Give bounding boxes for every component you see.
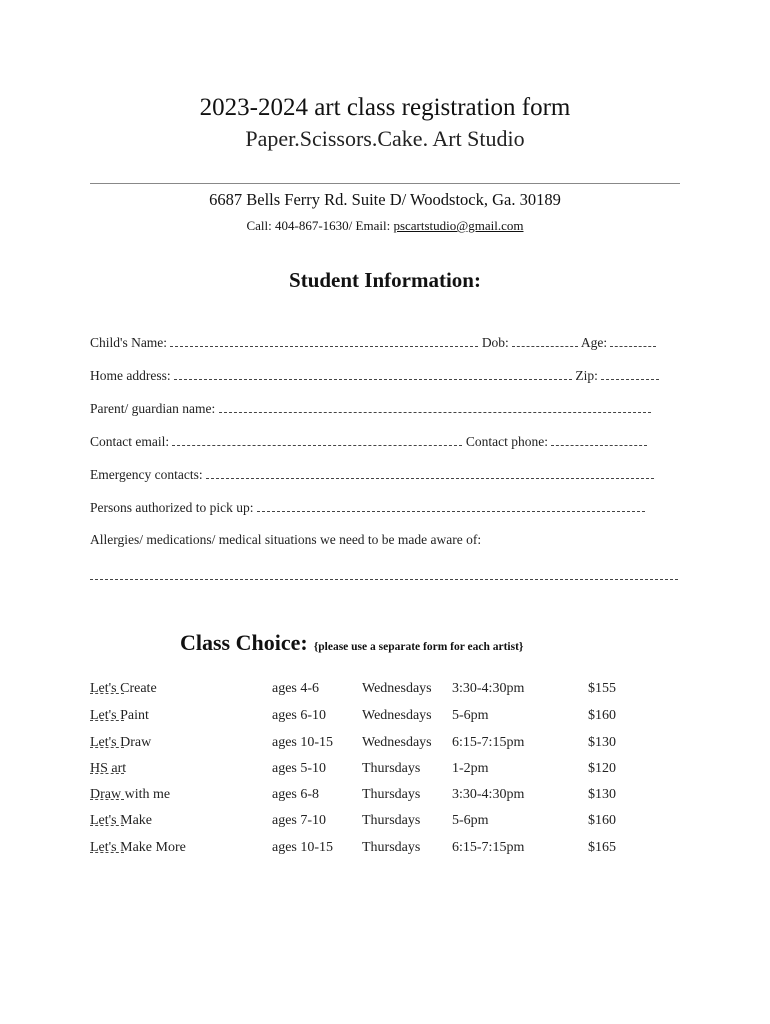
class-ages: ages 5-10: [272, 761, 327, 776]
class-price: $130: [588, 735, 616, 750]
childs-name-row: [90, 334, 675, 351]
studio-address: 6687 Bells Ferry Rd. Suite D/ Woodstock, Ga. 30189: [209, 190, 561, 209]
class-ages: ages 10-15: [272, 735, 334, 750]
class-name: [90, 787, 170, 803]
class-name: [90, 681, 157, 697]
class-time: 5-6pm: [452, 708, 489, 723]
class-time: 3:30-4:30pm: [452, 681, 525, 696]
class-name: [90, 813, 152, 829]
childs-name-label: Child's Name:: [90, 335, 168, 350]
class-name: [90, 840, 186, 856]
class-ages: ages 7-10: [272, 813, 327, 828]
student-info-heading: Student Information:: [289, 268, 481, 292]
class-select-blank[interactable]: [90, 840, 124, 853]
pickup-label: Persons authorized to pick up:: [90, 500, 254, 515]
class-row: [90, 761, 650, 785]
class-day: Thursdays: [362, 787, 421, 802]
class-name: [90, 735, 151, 751]
class-price: $155: [588, 681, 616, 696]
form-title: 2023-2024 art class registration form: [199, 94, 571, 121]
class-ages: ages 6-10: [272, 708, 327, 723]
class-select-blank[interactable]: [90, 761, 127, 776]
contact-email-label: Contact email:: [90, 434, 170, 449]
allergies-label: Allergies/ medications/ medical situations we need to be made aware of:: [90, 532, 482, 547]
class-price: $160: [588, 813, 616, 828]
studio-contact: [0, 218, 770, 234]
class-day: Wednesdays: [362, 735, 432, 750]
zip-label: Zip:: [575, 368, 598, 383]
class-price: $130: [588, 787, 616, 802]
dob-field[interactable]: [512, 334, 578, 347]
age-label: Age:: [580, 335, 608, 350]
class-row: [90, 708, 650, 732]
class-day: Thursdays: [362, 761, 421, 776]
class-time: 6:15-7:15pm: [452, 840, 525, 855]
dob-label: Dob:: [481, 335, 509, 350]
class-ages: ages 10-15: [272, 840, 334, 855]
class-price: $120: [588, 761, 616, 776]
email-link[interactable]: pscartstudio@gmail.com: [393, 218, 524, 233]
class-price: $160: [588, 708, 616, 723]
class-select-blank[interactable]: [90, 681, 124, 694]
class-choice-title: Class Choice:: [180, 630, 308, 655]
class-name: [90, 761, 126, 777]
emergency-label: Emergency contacts:: [90, 467, 203, 482]
parent-row: [90, 400, 675, 417]
parent-field[interactable]: [219, 400, 651, 413]
contact-email-field[interactable]: [172, 433, 462, 446]
home-address-row: [90, 367, 675, 384]
allergies-field[interactable]: [90, 567, 678, 580]
class-day: Wednesdays: [362, 681, 432, 696]
class-name-text: HS art: [90, 761, 127, 776]
pickup-row: [90, 499, 675, 516]
class-row: [90, 735, 650, 759]
class-time: 3:30-4:30pm: [452, 787, 525, 802]
class-ages: ages 4-6: [272, 681, 320, 696]
class-row: [90, 840, 650, 864]
class-name-text: Let's Make More: [90, 840, 186, 855]
zip-field[interactable]: [601, 367, 659, 380]
class-select-blank[interactable]: [90, 735, 124, 748]
class-price: $165: [588, 840, 616, 855]
class-day: Thursdays: [362, 840, 421, 855]
class-choice-note: {please use a separate form for each artist}: [313, 641, 524, 653]
class-time: 1-2pm: [452, 761, 489, 776]
contact-phone-field[interactable]: [551, 433, 647, 446]
class-choice-heading: [180, 630, 523, 656]
pickup-field[interactable]: [257, 499, 645, 512]
class-time: 5-6pm: [452, 813, 489, 828]
class-select-blank[interactable]: [90, 813, 124, 826]
header-divider: [90, 183, 680, 184]
parent-label: Parent/ guardian name:: [90, 401, 216, 416]
class-day: Wednesdays: [362, 708, 432, 723]
class-select-blank[interactable]: [90, 787, 124, 800]
class-row: [90, 813, 650, 837]
class-time: 6:15-7:15pm: [452, 735, 525, 750]
class-select-blank[interactable]: [90, 708, 124, 721]
childs-name-field[interactable]: [170, 334, 478, 347]
emergency-field[interactable]: [206, 466, 654, 479]
class-row: [90, 681, 650, 705]
class-ages: ages 6-8: [272, 787, 320, 802]
home-address-label: Home address:: [90, 368, 171, 383]
age-field[interactable]: [610, 334, 656, 347]
contact-row: [90, 433, 675, 450]
class-name-text: Let's Create: [90, 681, 157, 696]
class-name-text: Let's Draw: [90, 735, 152, 750]
emergency-row: [90, 466, 675, 483]
class-name: [90, 708, 149, 724]
home-address-field[interactable]: [174, 367, 572, 380]
contact-phone-label: Contact phone:: [465, 434, 548, 449]
studio-name: Paper.Scissors.Cake. Art Studio: [245, 126, 525, 151]
class-row: [90, 787, 650, 811]
class-day: Thursdays: [362, 813, 421, 828]
class-name-text: Let's Make: [90, 813, 153, 828]
class-name-text: Draw with me: [90, 787, 171, 802]
class-name-text: Let's Paint: [90, 708, 149, 723]
contact-prefix: Call: 404-867-1630/ Email:: [246, 218, 394, 233]
